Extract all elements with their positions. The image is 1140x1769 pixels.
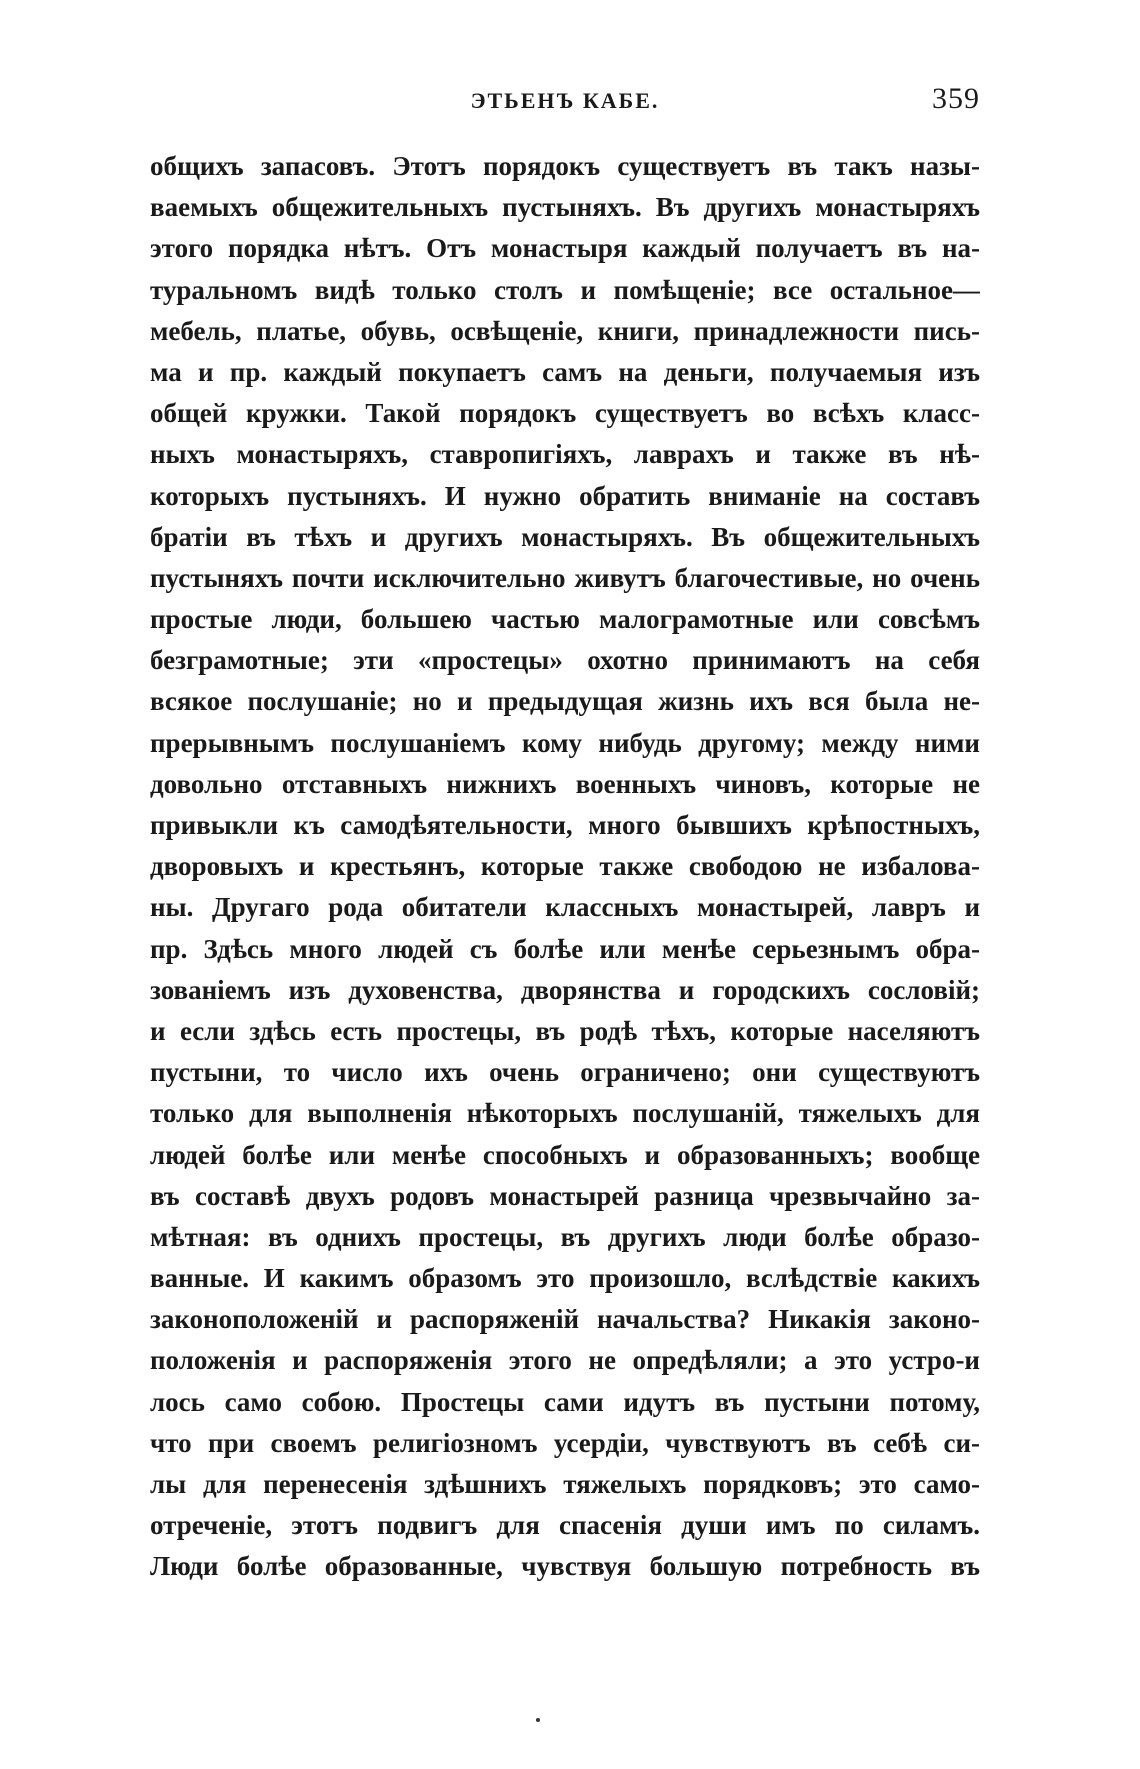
page-header: [150, 82, 980, 122]
text-line: отреченіе, этотъ подвигъ для спасенія души имъ по силамъ.: [150, 1510, 980, 1541]
text-line: привыкли къ самодѣятельности, много бывшихъ крѣпостныхъ,: [150, 810, 980, 840]
text-line: дворовыхъ и крестьянъ, которые также свободою не избалова-: [150, 851, 980, 882]
running-title: ЭТЬЕНЪ КАБЕ.: [470, 88, 660, 113]
scan-speck: [536, 1718, 540, 1722]
text-line: простые люди, большею частью малограмотные или совсѣмъ: [150, 604, 980, 635]
text-line: общихъ запасовъ. Этотъ порядокъ существуетъ въ такъ назы-: [150, 151, 980, 181]
text-line: пустыняхъ почти исключительно живутъ благочестивые, но очень: [150, 562, 980, 593]
text-line: лось само собою. Простецы сами идутъ въ пустыни потому,: [150, 1386, 980, 1417]
text-line: ныхъ монастыряхъ, ставропигіяхъ, лаврахъ и также въ нѣ-: [150, 439, 980, 470]
text-line: которыхъ пустыняхъ. И нужно обратить вниманіе на составъ: [150, 480, 980, 511]
text-line: ваемыхъ общежительныхъ пустыняхъ. Въ другихъ монастыряхъ: [150, 192, 980, 223]
text-line: ны. Другаго рода обитатели классныхъ монастырей, лавръ и: [150, 892, 980, 923]
text-line: законоположеній и распоряженій начальства? Никакія законо-: [150, 1304, 980, 1335]
text-line: мѣтная: въ однихъ простецы, въ другихъ люди болѣе образо-: [150, 1221, 980, 1252]
text-line: ма и пр. каждый покупаетъ самъ на деньги, получаемыя изъ: [150, 356, 980, 387]
text-line: общей кружки. Такой порядокъ существуетъ во всѣхъ класс-: [150, 398, 980, 429]
text-line: Люди болѣе образованные, чувствуя большую потребность въ: [150, 1551, 980, 1582]
text-line: въ составѣ двухъ родовъ монастырей разница чрезвычайно за-: [150, 1180, 980, 1211]
text-line: ванные. И какимъ образомъ это произошло, вслѣдствіе какихъ: [150, 1263, 980, 1294]
text-line: только для выполненія нѣкоторыхъ послушаній, тяжелыхъ для: [150, 1098, 980, 1129]
text-line: положенія и распоряженія этого не опредѣляли; а это устро-и: [150, 1345, 980, 1376]
body-text: [150, 146, 980, 1588]
text-line: прерывнымъ послушаніемъ кому нибудь другому; между ними: [150, 727, 980, 758]
text-line: безграмотные; эти «простецы» охотно принимаютъ на себя: [150, 645, 980, 676]
text-line: всякое послушаніе; но и предыдущая жизнь ихъ вся была не-: [150, 686, 980, 717]
text-line: что при своемъ религіозномъ усердіи, чувствуютъ въ себѣ си-: [150, 1427, 980, 1458]
text-line: пустыни, то число ихъ очень ограничено; они существуютъ: [150, 1057, 980, 1088]
text-line: мебель, платье, обувь, освѣщеніе, книги, принадлежности пись-: [150, 315, 980, 346]
text-line: лы для перенесенія здѣшнихъ тяжелыхъ порядковъ; это само-: [150, 1469, 980, 1499]
text-line: пр. Здѣсь много людей съ болѣе или менѣе серьезнымъ обра-: [150, 933, 980, 964]
text-line: этого порядка нѣтъ. Отъ монастыря каждый получаетъ въ на-: [150, 233, 980, 264]
text-line: братіи въ тѣхъ и другихъ монастыряхъ. Въ общежительныхъ: [150, 521, 980, 552]
page-number: 359: [932, 82, 980, 115]
text-line: и если здѣсь есть простецы, въ родѣ тѣхъ, которые населяютъ: [150, 1015, 980, 1046]
text-line: людей болѣе или менѣе способныхъ и образованныхъ; вообще: [150, 1139, 980, 1170]
text-line: зованіемъ изъ духовенства, дворянства и городскихъ сословій;: [150, 974, 980, 1005]
text-line: туральномъ видѣ только столъ и помѣщеніе; все остальное—: [150, 274, 980, 305]
text-line: довольно отставныхъ нижнихъ военныхъ чиновъ, которые не: [150, 768, 980, 799]
